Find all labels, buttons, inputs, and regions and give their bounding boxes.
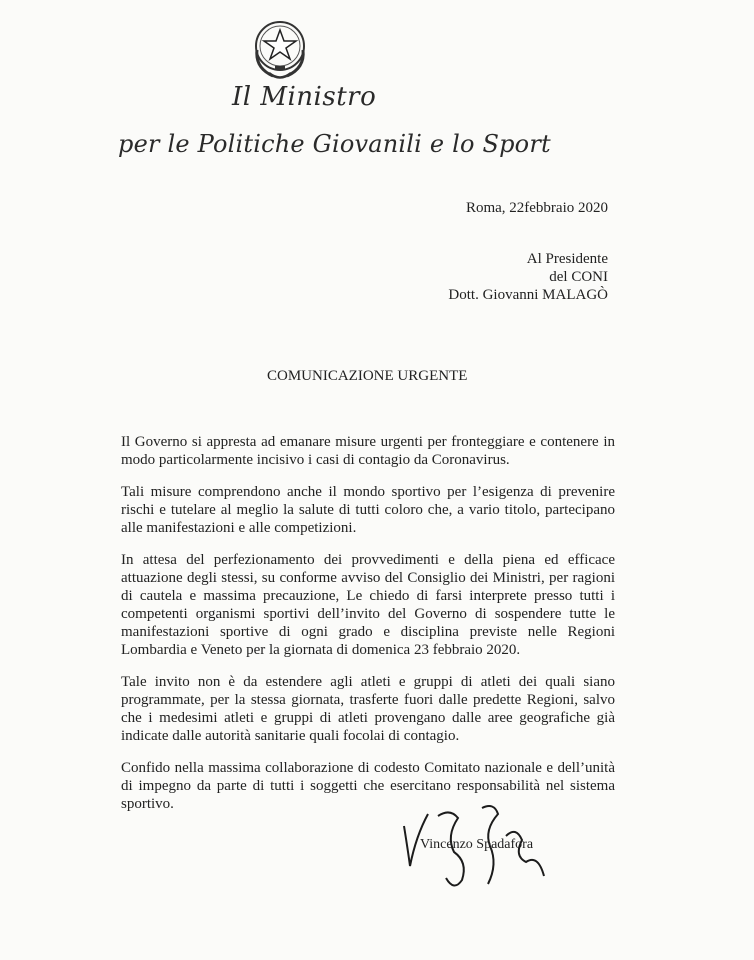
letter-body (121, 433, 615, 827)
body-paragraph: Confido nella massima collaborazione di codesto Comitato nazionale e dell’unità di impegno da parte di tutti i soggetti che esercitano responsabilità nel sistema sportivo. (121, 760, 615, 812)
body-paragraph: Il Governo si appresta ad emanare misure urgenti per fronteggiare e contenere in modo particolarmente incisivo i casi di contagio da Coronavirus. (121, 434, 615, 468)
letter-date: Roma, 22febbraio 2020 (465, 200, 608, 216)
recipient-block (448, 250, 608, 304)
letterhead-subtitle: per le Politiche Giovanili e lo Sport (118, 130, 551, 158)
recipient-line: del CONI (549, 269, 608, 285)
body-paragraph: Tali misure comprendono anche il mondo sportivo per l’esigenza di prevenire rischi e tutelare al meglio la salute di tutti coloro che, a vario titolo, partecipano alle manifestazioni e alle competizioni. (121, 484, 615, 536)
italian-republic-emblem-icon (249, 16, 311, 82)
recipient-line: Dott. Giovanni MALAGÒ (448, 287, 608, 303)
letterhead-title: Il Ministro (232, 82, 377, 112)
signatory-name: Vincenzo Spadafora (420, 837, 534, 852)
letter-subject: COMUNICAZIONE URGENTE (267, 368, 468, 384)
body-paragraph: In attesa del perfezionamento dei provvedimenti e della piena ed efficace attuazione degli stessi, su conforme avviso del Consiglio dei Ministri, per ragioni di cautela e massima precauzione, Le chiedo di farsi interprete presso tutti i competenti organismi sportivi dell’invito del Governo di sospendere tutte le manifestazioni sportive di ogni grado e disciplina previste nelle Regioni Lombardia e Veneto per la giornata di domenica 23 febbraio 2020. (121, 552, 615, 658)
recipient-line: Al Presidente (526, 251, 608, 267)
body-paragraph: Tale invito non è da estendere agli atleti e gruppi di atleti dei quali siano programmate, per la stessa giornata, trasferte fuori dalle predette Regioni, salvo che i medesimi atleti e gruppi di atleti provengano dalle aree geografiche già indicate dalle autorità sanitarie quali focolai di contagio. (121, 674, 615, 744)
